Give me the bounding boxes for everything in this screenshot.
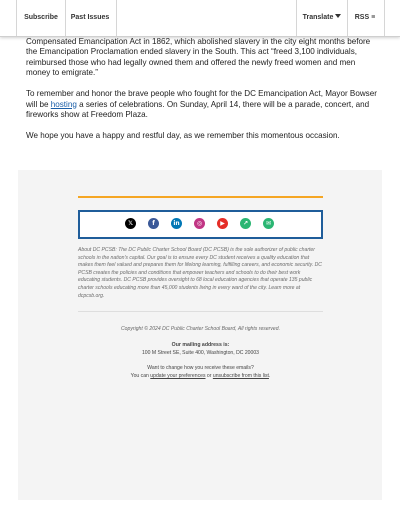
copyright: Copyright © 2024 DC Public Charter School Board, All rights reserved. — [121, 326, 280, 332]
article-paragraph: Compensated Emancipation Act in 1862, which abolished slavery in the city eight months before the Emancipation Proclamation ended slavery in the South. This act “freed 3,100 individuals, reimbursed those who had legally owned them and offered the newly freed women and men money to emigrate.” — [26, 36, 371, 78]
past-issues-link[interactable] — [64, 0, 117, 36]
mailing-label: Our mailing address is: — [171, 342, 230, 348]
social-links-bar — [78, 210, 323, 239]
past-issues-label: Past Issues — [70, 14, 110, 21]
pref-text: You can — [130, 373, 151, 379]
top-bar — [0, 0, 400, 37]
about-text — [78, 247, 323, 300]
rss-icon: ≡ — [371, 14, 376, 21]
linkedin-icon[interactable]: in — [171, 218, 182, 229]
paragraph-text: To remember and honor the brave people who fought for the DC Emancipation Act, Mayor Bowser will be — [26, 88, 377, 109]
update-preferences-link[interactable]: update your preferences — [150, 373, 206, 379]
x-icon[interactable]: 𝕏 — [125, 218, 136, 229]
article-body — [26, 26, 380, 151]
hosting-link[interactable]: hosting — [50, 99, 77, 109]
rss-link[interactable] — [346, 0, 385, 36]
caret-down-icon — [335, 14, 341, 18]
rss-label: RSS — [354, 14, 370, 21]
email-icon[interactable]: ✉ — [263, 218, 274, 229]
subscribe-label: Subscribe — [24, 14, 58, 21]
preferences-line — [78, 373, 323, 379]
facebook-icon[interactable]: f — [148, 218, 159, 229]
mailing-address: 100 M Street SE, Suite 400, Washington, DC 20003 — [141, 350, 260, 356]
dcpcsb-link[interactable]: dcpcsb.org — [78, 292, 103, 299]
preferences-question: Want to change how you receive these emails? — [147, 365, 254, 371]
article-paragraph — [26, 89, 380, 121]
closing-paragraph: We hope you have a happy and restful day, as we remember this momentous occasion. — [26, 130, 340, 140]
divider-gold — [78, 196, 323, 198]
unsubscribe-link[interactable]: unsubscribe from this list — [212, 373, 269, 379]
subscribe-link[interactable] — [16, 0, 66, 36]
footer — [18, 170, 382, 500]
instagram-icon[interactable]: ◎ — [194, 218, 205, 229]
about-body: About DC PCSB: The DC Public Charter School Board (DC PCSB) is the sole authorizer of public charter schools in the nation's capital. Our goal is to ensure every DC student receives a quality education that makes them feel valued and prepares them for lifelong learning, fulfilling careers, and economic security. DC PCSB creates the policies and conditions that empower teachers and schools to do their best work educating students. DC PCSB provides oversight to 68 local education agencies that operate 135 public charter schools educating more than 45,000 students living in every ward of the city. Learn more at — [78, 247, 322, 291]
website-icon[interactable]: ↗ — [240, 218, 251, 229]
about-end: . — [102, 292, 105, 299]
translate-label: Translate — [302, 14, 334, 21]
pref-text: . — [268, 373, 271, 379]
paragraph-text: a series of celebrations. On Sunday, April 14, there will be a parade, concert, and fireworks show at Freedom Plaza. — [26, 99, 370, 120]
divider — [78, 311, 323, 312]
pref-text: or — [205, 373, 213, 379]
youtube-icon[interactable]: ▶ — [217, 218, 228, 229]
translate-dropdown[interactable] — [296, 0, 348, 36]
